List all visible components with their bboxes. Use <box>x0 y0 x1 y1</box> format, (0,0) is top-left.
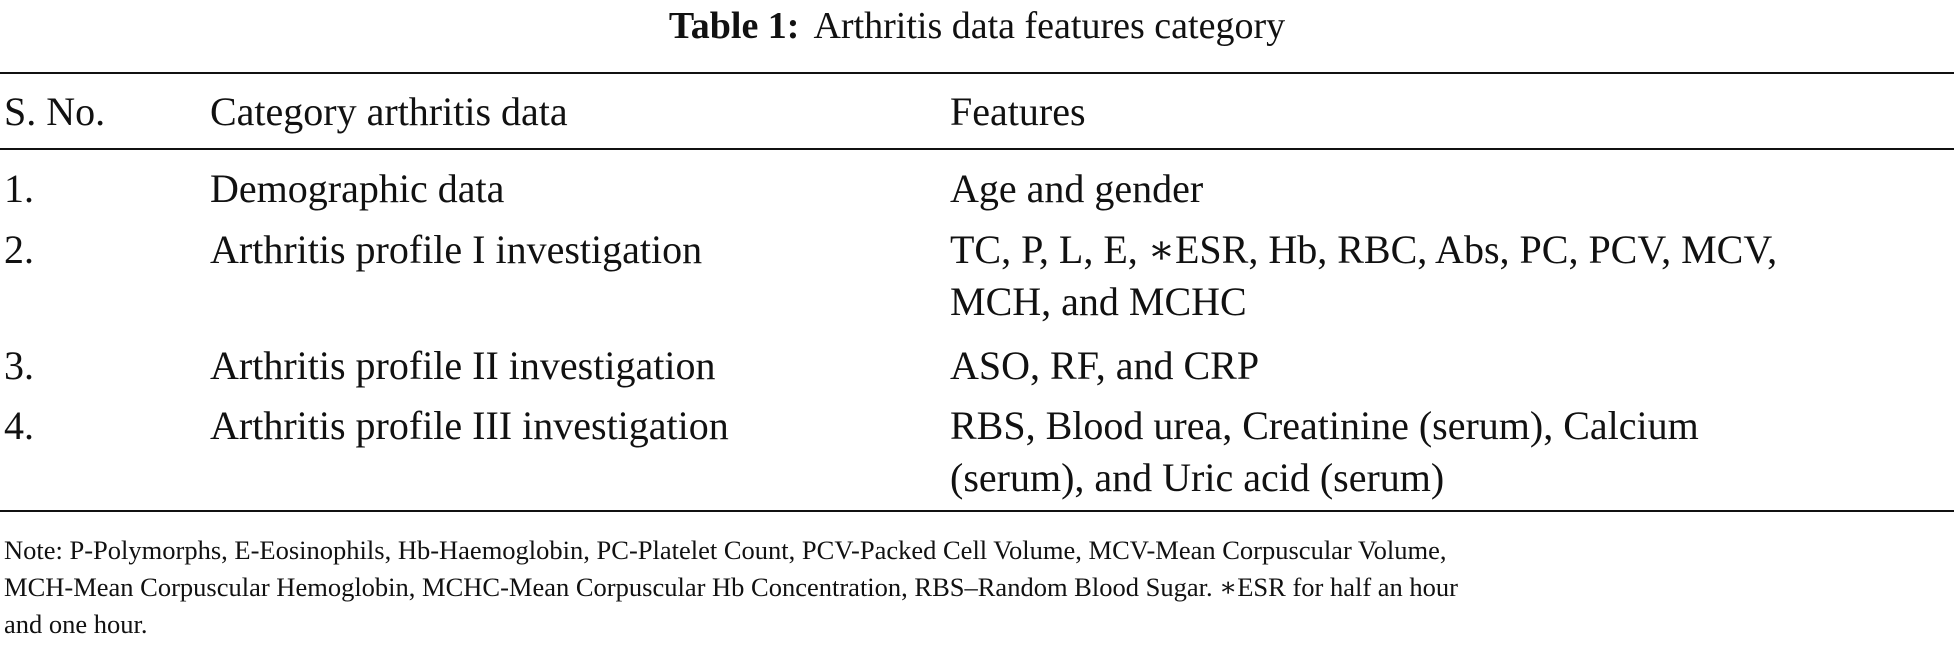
bottom-rule <box>0 510 1954 512</box>
row-4-sno: 4. <box>4 403 34 448</box>
caption-label: Table 1: <box>668 5 800 47</box>
note-line-3: and one hour. <box>4 609 148 639</box>
note-line-1: Note: P-Polymorphs, E-Eosinophils, Hb-Haemoglobin, PC-Platelet Count, PCV-Packed Cell Volume, MCV-Mean Corpuscular Volume, <box>4 535 1447 565</box>
table-caption <box>0 4 1954 48</box>
row-4-features <box>950 400 1954 504</box>
row-1-features <box>950 163 1954 215</box>
row-2-sno: 2. <box>4 227 34 272</box>
row-2-category: Arthritis profile I investigation <box>210 227 703 272</box>
row-4-features-line-1: RBS, Blood urea, Creatinine (serum), Calcium <box>950 403 1699 448</box>
header-features: Features <box>950 89 1086 134</box>
row-2-features-line-1: TC, P, L, E, ∗ESR, Hb, RBC, Abs, PC, PCV, MCV, <box>950 227 1778 272</box>
row-4-category: Arthritis profile III investigation <box>210 403 729 448</box>
row-2-features-line-2: MCH, and MCHC <box>950 279 1247 324</box>
caption-text: Arthritis data features category <box>813 5 1286 47</box>
row-3-features <box>950 340 1954 392</box>
row-3-features-line-1: ASO, RF, and CRP <box>950 343 1260 388</box>
row-1-sno: 1. <box>4 166 34 211</box>
row-3-category: Arthritis profile II investigation <box>210 343 716 388</box>
header-category: Category arthritis data <box>210 89 568 134</box>
row-1-category: Demographic data <box>210 166 505 211</box>
row-3-sno: 3. <box>4 343 34 388</box>
row-4-features-line-2: (serum), and Uric acid (serum) <box>950 455 1445 500</box>
table-note <box>4 532 1954 643</box>
row-2-features <box>950 224 1954 328</box>
row-1-features-line-1: Age and gender <box>950 166 1204 211</box>
header-sno: S. No. <box>4 89 106 134</box>
note-line-2: MCH-Mean Corpuscular Hemoglobin, MCHC-Mean Corpuscular Hb Concentration, RBS–Random Blood Sugar. ∗ESR for half an hour <box>4 572 1459 602</box>
top-rule <box>0 72 1954 74</box>
header-rule <box>0 148 1954 150</box>
